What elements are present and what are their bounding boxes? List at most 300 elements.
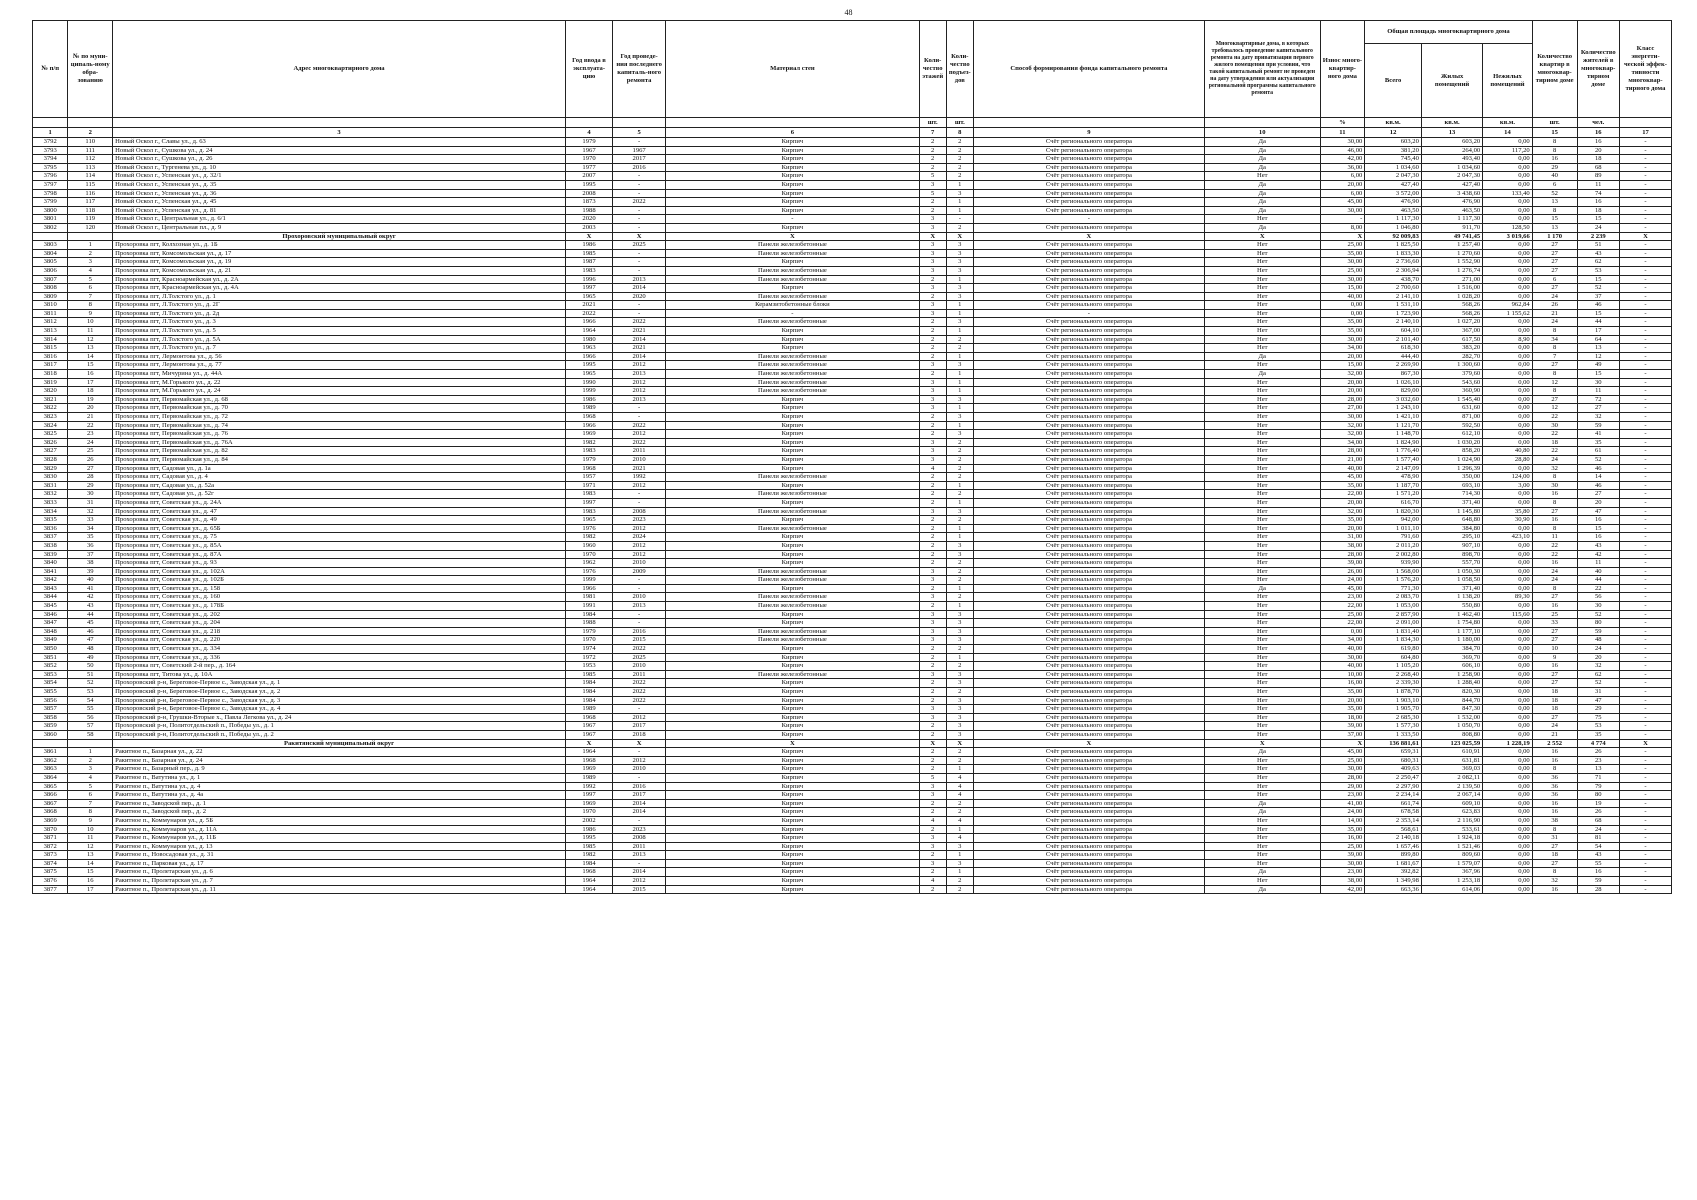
cell-entrances: 3 [946,627,973,636]
cell-address: Прохоровка пгт, Л.Толстого ул., д. 7 [113,344,566,353]
cell-year-built: 1977 [565,163,612,172]
cell-year-repair: 2010 [613,593,666,602]
cell-fund-method: Счёт регионального оператора [973,447,1204,456]
cell-area-nonliving: 0,00 [1483,266,1533,275]
cell-address: Прохоровка пгт, Садовая ул., д. 52а [113,481,566,490]
cell-floors: 3 [919,834,946,843]
cell-area-living: 1 138,20 [1421,593,1482,602]
cell-address: Прохоровка пгт, Л.Толстого ул., д. 5А [113,335,566,344]
cell-area-nonliving: 0,00 [1483,653,1533,662]
cell-address: Прохоровка пгт, Советская ул., д. 102А [113,567,566,576]
cell-residents: 53 [1577,266,1619,275]
cell-municipal-number: 9 [68,309,113,318]
cell-apartments: 24 [1532,318,1577,327]
cell-entrances: 3 [946,842,973,851]
cell-year-built: 1985 [565,249,612,258]
cell-apartments: 6 [1532,180,1577,189]
cell-year-repair: 2012 [613,756,666,765]
cell-municipal-number: 113 [68,163,113,172]
cell-entrances: 1 [946,868,973,877]
header-municipal-number: № по муни-ципаль-ному обра-зованию [68,21,113,118]
table-row [33,645,1672,654]
cell-area-living: 606,10 [1421,662,1482,671]
cell-area-total: 663,36 [1365,885,1422,894]
cell-apartments: 13 [1532,198,1577,207]
cell-entrances: 3 [946,430,973,439]
header-residents: Количество жителей в многоквар-тирном доме [1577,21,1619,118]
cell-municipal-number: 57 [68,722,113,731]
cell-fund-method: Счёт регионального оператора [973,662,1204,671]
cell-entrances: 3 [946,507,973,516]
cell-area-nonliving: 133,40 [1483,189,1533,198]
cell-year-built: 1968 [565,413,612,422]
district-floors: X [919,739,946,748]
cell-repair-needed: Нет [1204,249,1320,258]
cell-fund-method: Счёт регионального оператора [973,679,1204,688]
cell-fund-method: Счёт регионального оператора [973,885,1204,894]
cell-row-number: 3866 [33,791,68,800]
cell-fund-method: Счёт регионального оператора [973,782,1204,791]
cell-row-number: 3824 [33,421,68,430]
cell-area-living: 360,90 [1421,387,1482,396]
cell-row-number: 3812 [33,318,68,327]
cell-area-total: 392,82 [1365,868,1422,877]
cell-residents: 30 [1577,378,1619,387]
cell-area-nonliving: 40,80 [1483,447,1533,456]
cell-area-total: 1 905,70 [1365,705,1422,714]
cell-wall-material: Кирпич [666,258,920,267]
housing-register-table [32,20,1672,894]
cell-energy-class: - [1619,163,1671,172]
cell-repair-needed: Нет [1204,309,1320,318]
cell-energy-class: - [1619,825,1671,834]
cell-year-repair: 2022 [613,198,666,207]
header-area-nonliving: Нежилых помещений [1483,44,1533,118]
cell-year-repair: 2014 [613,808,666,817]
cell-apartments: 27 [1532,258,1577,267]
cell-floors: 2 [919,645,946,654]
cell-apartments: 16 [1532,885,1577,894]
cell-wall-material: Кирпич [666,335,920,344]
table-row [33,834,1672,843]
cell-year-repair: - [613,404,666,413]
cell-fund-method: Счёт регионального оператора [973,688,1204,697]
cell-fund-method: Счёт регионального оператора [973,619,1204,628]
cell-area-living: 844,70 [1421,696,1482,705]
cell-address: Прохоровка пгт, Комсомольская ул., д. 21 [113,266,566,275]
cell-floors: 2 [919,653,946,662]
district-repair-needed: X [1204,232,1320,241]
cell-fund-method: Счёт регионального оператора [973,602,1204,611]
cell-energy-class: - [1619,361,1671,370]
cell-row-number: 3806 [33,266,68,275]
cell-wall-material: Кирпич [666,705,920,714]
district-energy-class: X [1619,739,1671,748]
table-row [33,464,1672,473]
cell-year-repair: 2014 [613,352,666,361]
cell-wear: 28,00 [1320,447,1365,456]
table-row [33,266,1672,275]
cell-entrances: 2 [946,490,973,499]
cell-floors: 3 [919,507,946,516]
cell-apartments: 8 [1532,327,1577,336]
cell-year-repair: 2017 [613,155,666,164]
cell-area-total: 1 046,80 [1365,223,1422,232]
cell-year-built: 1966 [565,352,612,361]
cell-area-total: 1 571,20 [1365,490,1422,499]
cell-wall-material: Кирпич [666,645,920,654]
cell-area-living: 693,10 [1421,481,1482,490]
cell-entrances: 1 [946,327,973,336]
cell-floors: 2 [919,516,946,525]
cell-area-living: 714,30 [1421,490,1482,499]
cell-municipal-number: 32 [68,507,113,516]
cell-apartments: 36 [1532,773,1577,782]
cell-year-repair: 2021 [613,327,666,336]
cell-row-number: 3869 [33,816,68,825]
cell-area-living: 371,40 [1421,498,1482,507]
cell-fund-method: Счёт регионального оператора [973,378,1204,387]
cell-apartments: 27 [1532,636,1577,645]
cell-wall-material: Кирпич [666,404,920,413]
cell-row-number: 3851 [33,653,68,662]
cell-residents: 24 [1577,223,1619,232]
cell-year-built: 1969 [565,765,612,774]
cell-energy-class: - [1619,533,1671,542]
cell-apartments: 24 [1532,292,1577,301]
cell-area-total: 745,40 [1365,155,1422,164]
cell-year-built: 1970 [565,155,612,164]
cell-residents: 16 [1577,138,1619,147]
cell-area-total: 2 234,14 [1365,791,1422,800]
cell-wall-material: Кирпич [666,653,920,662]
cell-entrances: 2 [946,576,973,585]
cell-residents: 59 [1577,627,1619,636]
table-row [33,395,1672,404]
cell-fund-method: Счёт регионального оператора [973,138,1204,147]
cell-area-nonliving: 0,00 [1483,645,1533,654]
cell-area-living: 367,00 [1421,327,1482,336]
cell-apartments: 22 [1532,550,1577,559]
cell-wall-material: Панели железобетонные [666,361,920,370]
table-row [33,155,1672,164]
cell-wall-material: Кирпич [666,498,920,507]
cell-residents: 18 [1577,206,1619,215]
cell-address: Ракитное п., Коммунаров ул., д. 11Б [113,834,566,843]
cell-wall-material: Кирпич [666,851,920,860]
cell-wall-material: Кирпич [666,799,920,808]
cell-wall-material: Кирпич [666,438,920,447]
cell-area-living: 617,50 [1421,335,1482,344]
cell-energy-class: - [1619,189,1671,198]
cell-address: Прохоровка пгт, Советская ул., д. 336 [113,653,566,662]
cell-municipal-number: 116 [68,189,113,198]
cell-wear: 28,00 [1320,773,1365,782]
cell-area-living: 603,20 [1421,138,1482,147]
cell-repair-needed: Нет [1204,172,1320,181]
cell-repair-needed: Нет [1204,516,1320,525]
cell-apartments: 16 [1532,799,1577,808]
cell-floors: 3 [919,713,946,722]
cell-year-built: 1985 [565,842,612,851]
cell-residents: 31 [1577,688,1619,697]
cell-row-number: 3815 [33,344,68,353]
cell-row-number: 3836 [33,524,68,533]
cell-municipal-number: 8 [68,301,113,310]
cell-fund-method: Счёт регионального оператора [973,765,1204,774]
cell-energy-class: - [1619,215,1671,224]
cell-floors: 2 [919,722,946,731]
district-wear: X [1320,232,1365,241]
cell-wall-material: Кирпич [666,223,920,232]
cell-municipal-number: 18 [68,387,113,396]
cell-fund-method: Счёт регионального оператора [973,550,1204,559]
cell-municipal-number: 115 [68,180,113,189]
table-row [33,782,1672,791]
cell-entrances: 2 [946,438,973,447]
cell-area-nonliving: 35,80 [1483,507,1533,516]
cell-repair-needed: Да [1204,885,1320,894]
cell-area-nonliving: 0,00 [1483,808,1533,817]
cell-year-repair: - [613,413,666,422]
cell-wear: 28,00 [1320,550,1365,559]
cell-apartments: 16 [1532,516,1577,525]
cell-municipal-number: 16 [68,370,113,379]
cell-municipal-number: 7 [68,292,113,301]
table-row [33,438,1672,447]
cell-residents: 59 [1577,421,1619,430]
cell-residents: 32 [1577,413,1619,422]
cell-area-nonliving: 0,00 [1483,206,1533,215]
cell-floors: 3 [919,636,946,645]
cell-repair-needed: Нет [1204,447,1320,456]
table-row [33,490,1672,499]
header-area-group: Общая площадь многоквартирного дома [1365,21,1532,44]
cell-repair-needed: Да [1204,868,1320,877]
cell-year-repair: 2010 [613,662,666,671]
cell-entrances: 2 [946,516,973,525]
cell-residents: 49 [1577,361,1619,370]
cell-year-repair: - [613,172,666,181]
cell-year-built: 1972 [565,653,612,662]
cell-fund-method: Счёт регионального оператора [973,172,1204,181]
cell-area-living: 609,10 [1421,799,1482,808]
cell-area-nonliving: 0,00 [1483,584,1533,593]
cell-area-living: 568,26 [1421,301,1482,310]
cell-repair-needed: Нет [1204,215,1320,224]
cell-fund-method: Счёт регионального оператора [973,155,1204,164]
cell-year-repair: 2010 [613,455,666,464]
cell-floors: 2 [919,335,946,344]
cell-municipal-number: 36 [68,541,113,550]
cell-row-number: 3872 [33,842,68,851]
cell-wall-material: Кирпич [666,284,920,293]
cell-area-total: 1 681,67 [1365,859,1422,868]
cell-fund-method: Счёт регионального оператора [973,524,1204,533]
cell-municipal-number: 117 [68,198,113,207]
cell-municipal-number: 35 [68,533,113,542]
cell-entrances: 2 [946,473,973,482]
cell-residents: 15 [1577,370,1619,379]
cell-area-living: 631,60 [1421,404,1482,413]
cell-wall-material: Кирпич [666,447,920,456]
cell-fund-method: Счёт регионального оператора [973,498,1204,507]
cell-wall-material: Кирпич [666,533,920,542]
cell-energy-class: - [1619,808,1671,817]
cell-municipal-number: 38 [68,559,113,568]
cell-wear: 35,00 [1320,318,1365,327]
table-row [33,653,1672,662]
header-row-number: № п/п [33,21,68,118]
cell-year-repair: 2013 [613,370,666,379]
cell-repair-needed: Нет [1204,851,1320,860]
cell-address: Прохоровка пгт, М.Горького ул., д. 24 [113,387,566,396]
cell-energy-class: - [1619,550,1671,559]
cell-wall-material: Кирпич [666,868,920,877]
cell-fund-method: Счёт регионального оператора [973,834,1204,843]
cell-entrances: 1 [946,765,973,774]
cell-apartments: 12 [1532,378,1577,387]
cell-year-repair: 2016 [613,627,666,636]
table-row [33,318,1672,327]
cell-address: Прохоровка пгт, Первомайская ул., д. 76А [113,438,566,447]
cell-area-living: 271,00 [1421,275,1482,284]
cell-area-total: 463,50 [1365,206,1422,215]
cell-entrances: 1 [946,370,973,379]
cell-year-built: 1999 [565,387,612,396]
unit-nonliving: кв.м. [1483,118,1533,128]
table-row [33,421,1672,430]
cell-municipal-number: 26 [68,455,113,464]
cell-year-repair: - [613,816,666,825]
district-floors: X [919,232,946,241]
cell-energy-class: - [1619,610,1671,619]
cell-residents: 20 [1577,653,1619,662]
cell-area-nonliving: 128,50 [1483,223,1533,232]
cell-residents: 17 [1577,327,1619,336]
cell-year-built: 1988 [565,619,612,628]
cell-floors: 3 [919,223,946,232]
cell-wall-material: Кирпич [666,421,920,430]
cell-energy-class: - [1619,490,1671,499]
cell-area-nonliving: 0,00 [1483,636,1533,645]
cell-area-nonliving: 0,00 [1483,825,1533,834]
cell-area-nonliving: 0,00 [1483,387,1533,396]
cell-entrances: 2 [946,559,973,568]
cell-energy-class: - [1619,559,1671,568]
cell-floors: 2 [919,559,946,568]
cell-row-number: 3821 [33,395,68,404]
cell-floors: 3 [919,791,946,800]
cell-wall-material: Кирпич [666,808,920,817]
cell-apartments: 21 [1532,309,1577,318]
cell-row-number: 3839 [33,550,68,559]
cell-floors: 2 [919,490,946,499]
cell-area-living: 1 924,18 [1421,834,1482,843]
table-row [33,688,1672,697]
cell-year-built: 1966 [565,318,612,327]
cell-row-number: 3816 [33,352,68,361]
cell-floors: 3 [919,842,946,851]
cell-floors: 2 [919,799,946,808]
cell-apartments: 22 [1532,430,1577,439]
cell-repair-needed: Да [1204,799,1320,808]
cell-row-number: 3837 [33,533,68,542]
cell-repair-needed: Да [1204,180,1320,189]
cell-energy-class: - [1619,327,1671,336]
cell-address: Прохоровский р-н, Береговое-Первое с., Заводская ул., д. 2 [113,688,566,697]
cell-wear: 30,00 [1320,138,1365,147]
cell-apartments: 16 [1532,602,1577,611]
cell-wear: 37,00 [1320,730,1365,739]
cell-repair-needed: Да [1204,138,1320,147]
cell-area-nonliving: 0,00 [1483,258,1533,267]
cell-wall-material: Кирпич [666,688,920,697]
cell-municipal-number: 4 [68,266,113,275]
cell-area-living: 1 288,40 [1421,679,1482,688]
district-apartments: 2 552 [1532,739,1577,748]
cell-fund-method: Счёт регионального оператора [973,756,1204,765]
cell-area-total: 1 825,50 [1365,241,1422,250]
cell-year-built: 2020 [565,215,612,224]
cell-year-built: 1982 [565,851,612,860]
cell-apartments: 16 [1532,559,1577,568]
cell-energy-class: - [1619,773,1671,782]
cell-address: Прохоровка пгт, Лермонтова ул., д. 56 [113,352,566,361]
cell-floors: 2 [919,498,946,507]
cell-area-nonliving: 0,00 [1483,327,1533,336]
cell-wear: 40,00 [1320,464,1365,473]
cell-wear: 30,00 [1320,765,1365,774]
cell-municipal-number: 51 [68,670,113,679]
cell-area-total: 619,80 [1365,645,1422,654]
cell-row-number: 3826 [33,438,68,447]
cell-area-nonliving: 0,00 [1483,550,1533,559]
table-row [33,773,1672,782]
cell-residents: 14 [1577,473,1619,482]
cell-year-built: 1997 [565,791,612,800]
cell-row-number: 3803 [33,241,68,250]
cell-year-built: 1989 [565,773,612,782]
cell-apartments: 8 [1532,868,1577,877]
cell-area-total: 1 243,10 [1365,404,1422,413]
cell-area-living: 610,91 [1421,748,1482,757]
table-row [33,576,1672,585]
cell-fund-method: Счёт регионального оператора [973,541,1204,550]
table-row [33,636,1672,645]
header-year-repair: Год проведе-ния последнего капиталь-ного ремонта [613,21,666,118]
cell-area-living: 1 579,07 [1421,859,1482,868]
cell-energy-class: - [1619,756,1671,765]
cell-wear: 20,00 [1320,387,1365,396]
cell-energy-class: - [1619,301,1671,310]
cell-wall-material: Кирпич [666,713,920,722]
cell-fund-method: Счёт регионального оператора [973,481,1204,490]
cell-residents: 43 [1577,851,1619,860]
cell-floors: 2 [919,138,946,147]
cell-year-repair: 2014 [613,284,666,293]
cell-apartments: 27 [1532,249,1577,258]
cell-area-total: 1 577,30 [1365,722,1422,731]
cell-floors: 3 [919,593,946,602]
cell-repair-needed: Нет [1204,645,1320,654]
cell-area-nonliving: 0,00 [1483,370,1533,379]
cell-residents: 22 [1577,584,1619,593]
cell-municipal-number: 14 [68,352,113,361]
cell-energy-class: - [1619,284,1671,293]
cell-area-total: 1 349,98 [1365,877,1422,886]
cell-floors: 2 [919,352,946,361]
